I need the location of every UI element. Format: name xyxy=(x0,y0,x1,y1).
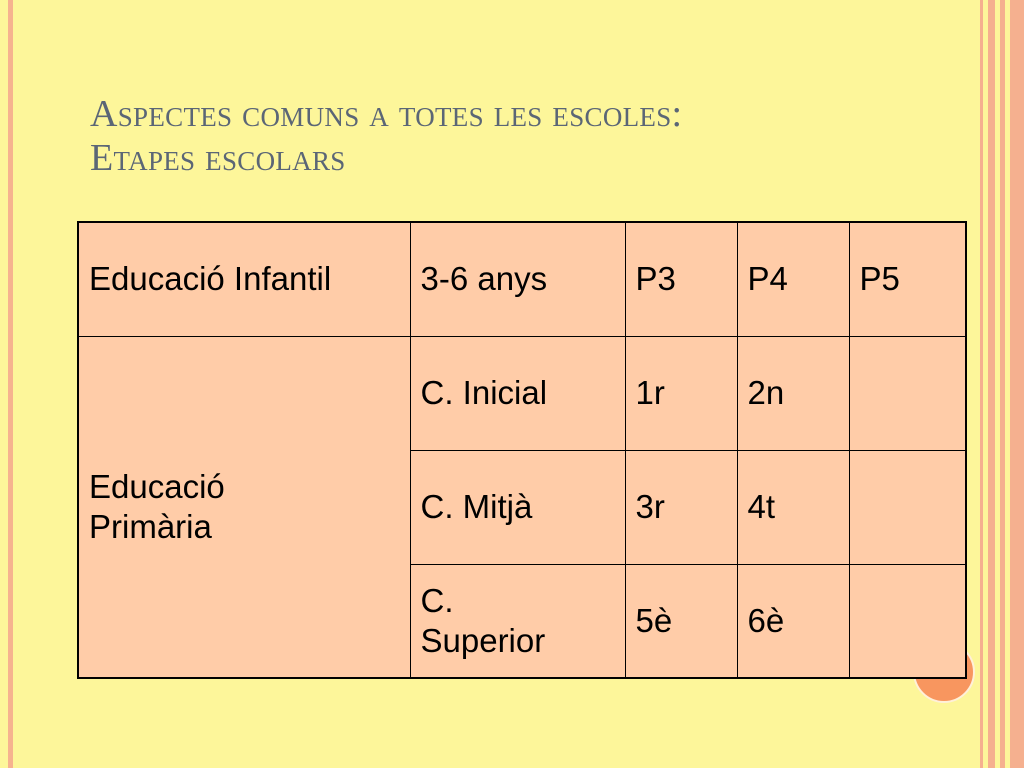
stage-label-line-2: Primària xyxy=(89,507,212,545)
cycle-cell: C. Inicial xyxy=(410,336,625,450)
cycle-label-line-2: Superior xyxy=(420,621,546,659)
empty-cell xyxy=(849,336,966,450)
stage-label-line-1: Educació xyxy=(89,467,225,505)
empty-cell xyxy=(849,450,966,564)
stage-cell-primaria xyxy=(78,336,410,678)
course-cell: P3 xyxy=(625,222,737,336)
title-line-1: Aspectes comuns a totes les escoles: xyxy=(90,93,683,135)
cycle-cell: C. Mitjà xyxy=(410,450,625,564)
stripe xyxy=(1010,0,1024,768)
stage-cell-infantil: Educació Infantil xyxy=(78,222,410,336)
stripe xyxy=(988,0,995,768)
course-cell: 1r xyxy=(625,336,737,450)
left-decorative-rule xyxy=(8,0,13,768)
school-stages-table xyxy=(77,221,967,679)
course-cell: 5è xyxy=(625,564,737,678)
empty-cell xyxy=(849,564,966,678)
course-cell: 6è xyxy=(737,564,849,678)
stripe xyxy=(980,0,983,768)
title-line-2: Etapes escolars xyxy=(90,137,346,179)
course-cell: P5 xyxy=(849,222,966,336)
table-row xyxy=(78,222,966,336)
course-cell: 2n xyxy=(737,336,849,450)
table-row xyxy=(78,336,966,450)
slide-title xyxy=(90,92,950,180)
course-cell: P4 xyxy=(737,222,849,336)
cycle-cell xyxy=(410,564,625,678)
cycle-label-line-1: C. xyxy=(420,581,454,619)
stripe xyxy=(1000,0,1005,768)
course-cell: 3r xyxy=(625,450,737,564)
course-cell: 4t xyxy=(737,450,849,564)
right-decorative-stripes xyxy=(980,0,1024,768)
age-range-cell: 3-6 anys xyxy=(410,222,625,336)
